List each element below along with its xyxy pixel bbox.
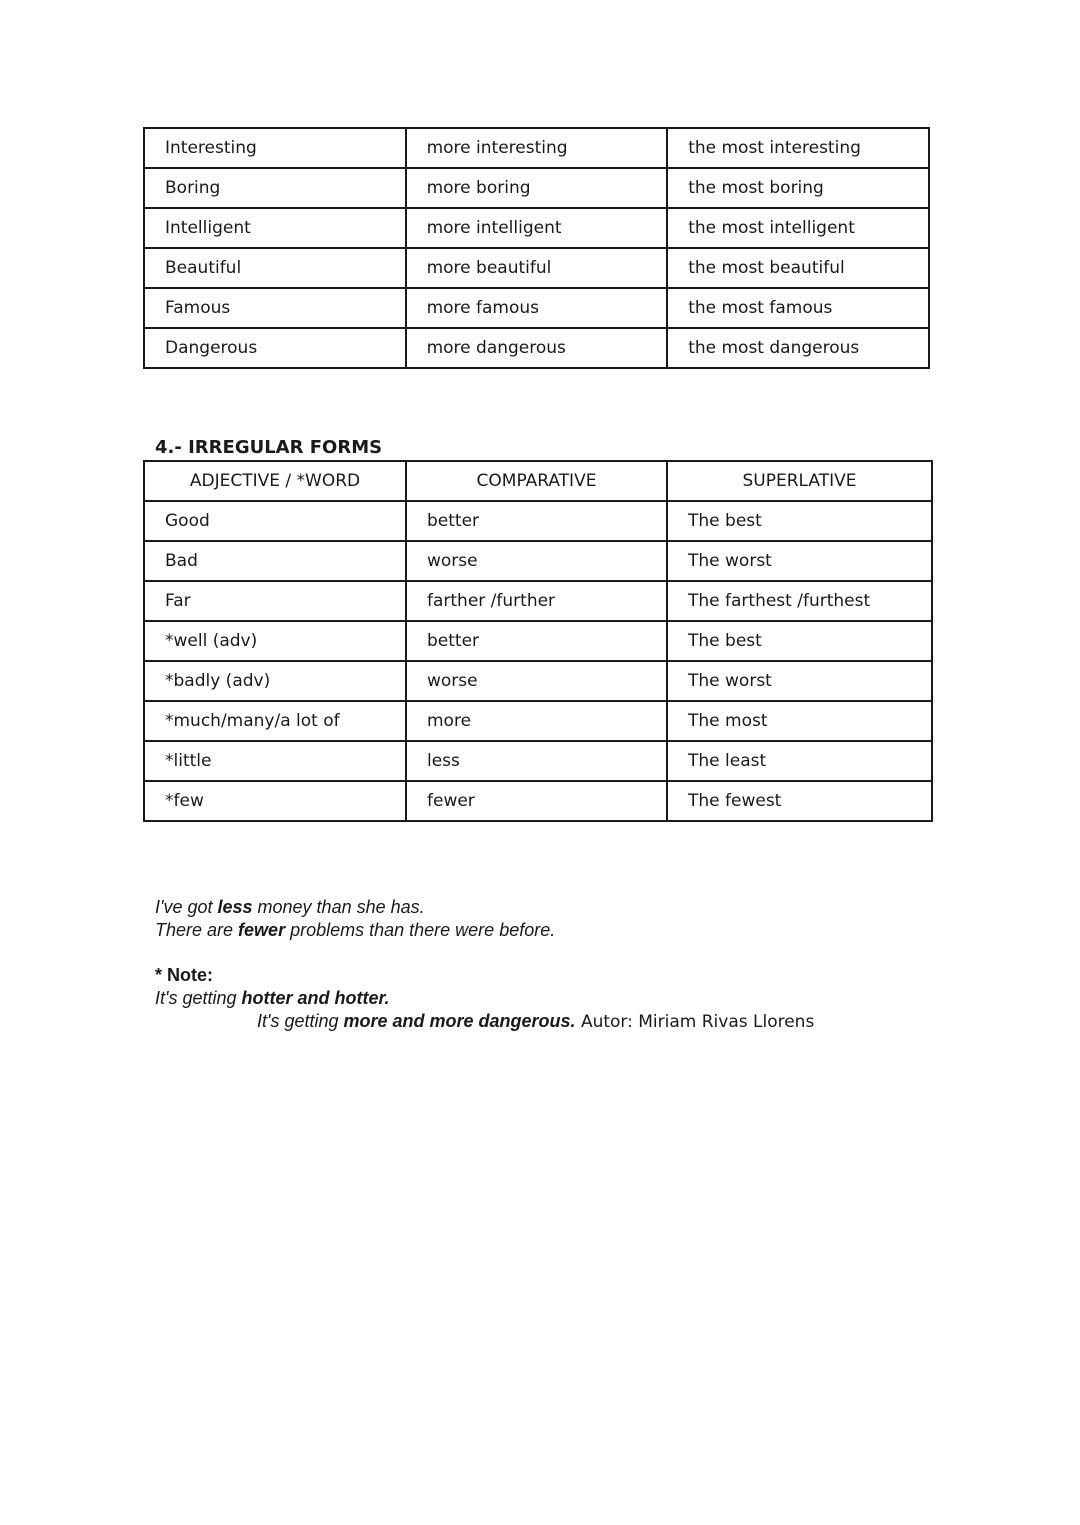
regular-forms-table: [143, 127, 930, 369]
comparative-cell: more interesting: [406, 128, 668, 168]
note-label: * Note:: [155, 965, 213, 985]
adjective-cell: *badly (adv): [144, 661, 406, 701]
comparative-cell: worse: [406, 541, 667, 581]
table-row: [144, 501, 932, 541]
superlative-cell: the most boring: [667, 168, 929, 208]
comparative-cell: fewer: [406, 781, 667, 821]
superlative-cell: the most interesting: [667, 128, 929, 168]
comparative-cell: worse: [406, 661, 667, 701]
superlative-cell: The least: [667, 741, 932, 781]
superlative-cell: the most famous: [667, 288, 929, 328]
adjective-cell: *much/many/a lot of: [144, 701, 406, 741]
adjective-cell: Bad: [144, 541, 406, 581]
irregular-forms-table: [143, 460, 933, 822]
adjective-cell: Far: [144, 581, 406, 621]
section-title: 4.- IRREGULAR FORMS: [155, 437, 383, 458]
example-keyword: less: [217, 897, 253, 917]
example-text: I've got: [155, 897, 218, 917]
comparative-cell: farther /further: [406, 581, 667, 621]
adjective-cell: *little: [144, 741, 406, 781]
note-text: It's getting: [155, 988, 242, 1008]
table-row: [144, 328, 929, 368]
table-row: [144, 661, 932, 701]
example-keyword: fewer: [238, 920, 286, 940]
table-row: [144, 168, 929, 208]
table-row: [144, 701, 932, 741]
adjective-cell: *few: [144, 781, 406, 821]
note-line-hotter: [155, 988, 389, 1009]
header-superlative: SUPERLATIVE: [667, 461, 932, 501]
comparative-cell: more famous: [406, 288, 668, 328]
table-row: [144, 781, 932, 821]
table-row: [144, 541, 932, 581]
header-adjective: ADJECTIVE / *WORD: [144, 461, 406, 501]
comparative-cell: better: [406, 621, 667, 661]
table-header-row: [144, 461, 932, 501]
note-keyword: hotter and hotter.: [241, 988, 390, 1008]
table-row: [144, 741, 932, 781]
adjective-cell: Interesting: [144, 128, 406, 168]
comparative-cell: more intelligent: [406, 208, 668, 248]
superlative-cell: The best: [667, 621, 932, 661]
comparative-cell: better: [406, 501, 667, 541]
table-row: [144, 288, 929, 328]
example-less: [155, 897, 425, 918]
comparative-cell: more dangerous: [406, 328, 668, 368]
superlative-cell: The farthest /furthest: [667, 581, 932, 621]
comparative-cell: more boring: [406, 168, 668, 208]
header-comparative: COMPARATIVE: [406, 461, 667, 501]
table-row: [144, 581, 932, 621]
note-text: It's getting: [257, 1011, 344, 1031]
superlative-cell: The best: [667, 501, 932, 541]
adjective-cell: Good: [144, 501, 406, 541]
comparative-cell: more beautiful: [406, 248, 668, 288]
example-text: money than she has.: [252, 897, 425, 917]
author-credit: Autor: Miriam Rivas Llorens: [575, 1012, 815, 1032]
adjective-cell: Dangerous: [144, 328, 406, 368]
adjective-cell: Intelligent: [144, 208, 406, 248]
superlative-cell: The worst: [667, 541, 932, 581]
superlative-cell: The fewest: [667, 781, 932, 821]
note-keyword: more and more dangerous.: [343, 1011, 576, 1031]
superlative-cell: the most dangerous: [667, 328, 929, 368]
superlative-cell: the most intelligent: [667, 208, 929, 248]
superlative-cell: The worst: [667, 661, 932, 701]
superlative-cell: the most beautiful: [667, 248, 929, 288]
example-text: There are: [155, 920, 239, 940]
example-fewer: [155, 920, 555, 941]
superlative-cell: The most: [667, 701, 932, 741]
comparative-cell: less: [406, 741, 667, 781]
adjective-cell: *well (adv): [144, 621, 406, 661]
comparative-cell: more: [406, 701, 667, 741]
table-row: [144, 128, 929, 168]
adjective-cell: Famous: [144, 288, 406, 328]
table-row: [144, 621, 932, 661]
adjective-cell: Boring: [144, 168, 406, 208]
table-row: [144, 208, 929, 248]
example-text: problems than there were before.: [285, 920, 556, 940]
note-line-dangerous: [257, 1011, 814, 1032]
table-row: [144, 248, 929, 288]
adjective-cell: Beautiful: [144, 248, 406, 288]
